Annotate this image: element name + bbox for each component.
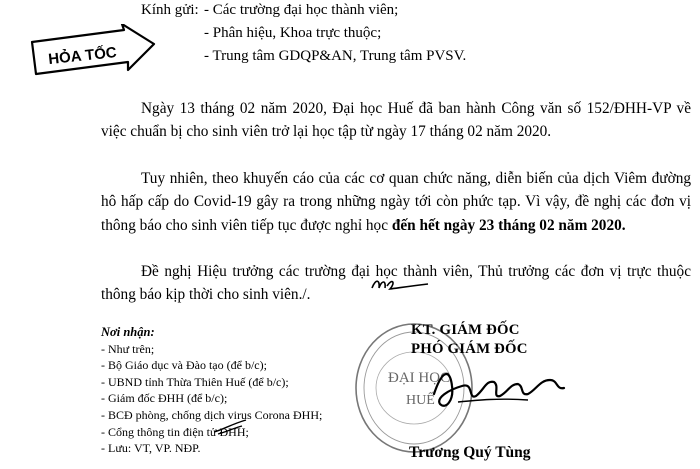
handwritten-signature xyxy=(428,350,568,430)
initial-mark xyxy=(370,276,430,296)
seal-line-2: HUẾ xyxy=(406,393,435,408)
seal-line-1: ĐẠI HỌC xyxy=(388,370,451,386)
deadline-emphasis: đến hết ngày 23 tháng 02 năm 2020. xyxy=(391,216,626,234)
recipient-item: - UBND tỉnh Thừa Thiên Huế (để b/c); xyxy=(101,374,289,389)
recipient-item: - Như trên; xyxy=(101,341,155,356)
recipients-title: Nơi nhận: xyxy=(101,325,155,339)
urgent-stamp-label: HỎA TỐC xyxy=(47,44,118,69)
recipient-item: - BCĐ phòng, chống dịch virus Corona ĐHH; xyxy=(101,407,323,422)
paragraph-1: Ngày 13 tháng 02 năm 2020, Đại học Huế đã ban hành Công văn số 152/ĐHH-VP về việc chuẩn bị cho sinh viên trở lại học tập từ ngày 17 tháng 02 năm 2020. xyxy=(101,100,691,141)
signer-name: Trương Quý Tùng xyxy=(409,444,531,461)
recipient-line-3: - Trung tâm GDQP&AN, Trung tâm PVSV. xyxy=(204,48,467,64)
recipients-block xyxy=(101,324,322,457)
signature-title-1: KT. GIÁM ĐỐC xyxy=(411,322,520,338)
recipient-item: - Lưu: VT, VP. NĐP. xyxy=(101,441,201,456)
recipient-line-2: - Phân hiệu, Khoa trực thuộc; xyxy=(204,25,382,41)
initial-mark xyxy=(212,418,248,436)
recipient-item: - Bộ Giáo dục và Đào tạo (để b/c); xyxy=(101,358,267,373)
recipient-line-1: - Các trường đại học thành viên; xyxy=(204,2,399,18)
signature-title-2: PHÓ GIÁM ĐỐC xyxy=(411,341,528,357)
recipient-item: - Cổng thông tin điện tử ĐHH; xyxy=(101,424,249,439)
salutation-label: Kính gửi: xyxy=(141,2,199,18)
urgent-stamp xyxy=(28,24,156,76)
paragraph-2: Tuy nhiên, theo khuyến cáo của các cơ quan chức năng, diễn biến của dịch Viêm đường hô hấp cấp do Covid-19 gây ra trong những ngày tới còn phức tạp. Vì vậy, đề nghị các đơn vị thông báo cho sinh viên tiếp tục được nghỉ học đến hết ngày 23 tháng 02 năm 2020. xyxy=(101,170,691,234)
recipient-item: - Giám đốc ĐHH (để b/c); xyxy=(101,391,228,406)
paragraph-3: Đề nghị Hiệu trưởng các trường đại học thành viên, Thủ trưởng các đơn vị trực thuộc thông báo kịp thời cho sinh viên./. xyxy=(101,263,691,304)
